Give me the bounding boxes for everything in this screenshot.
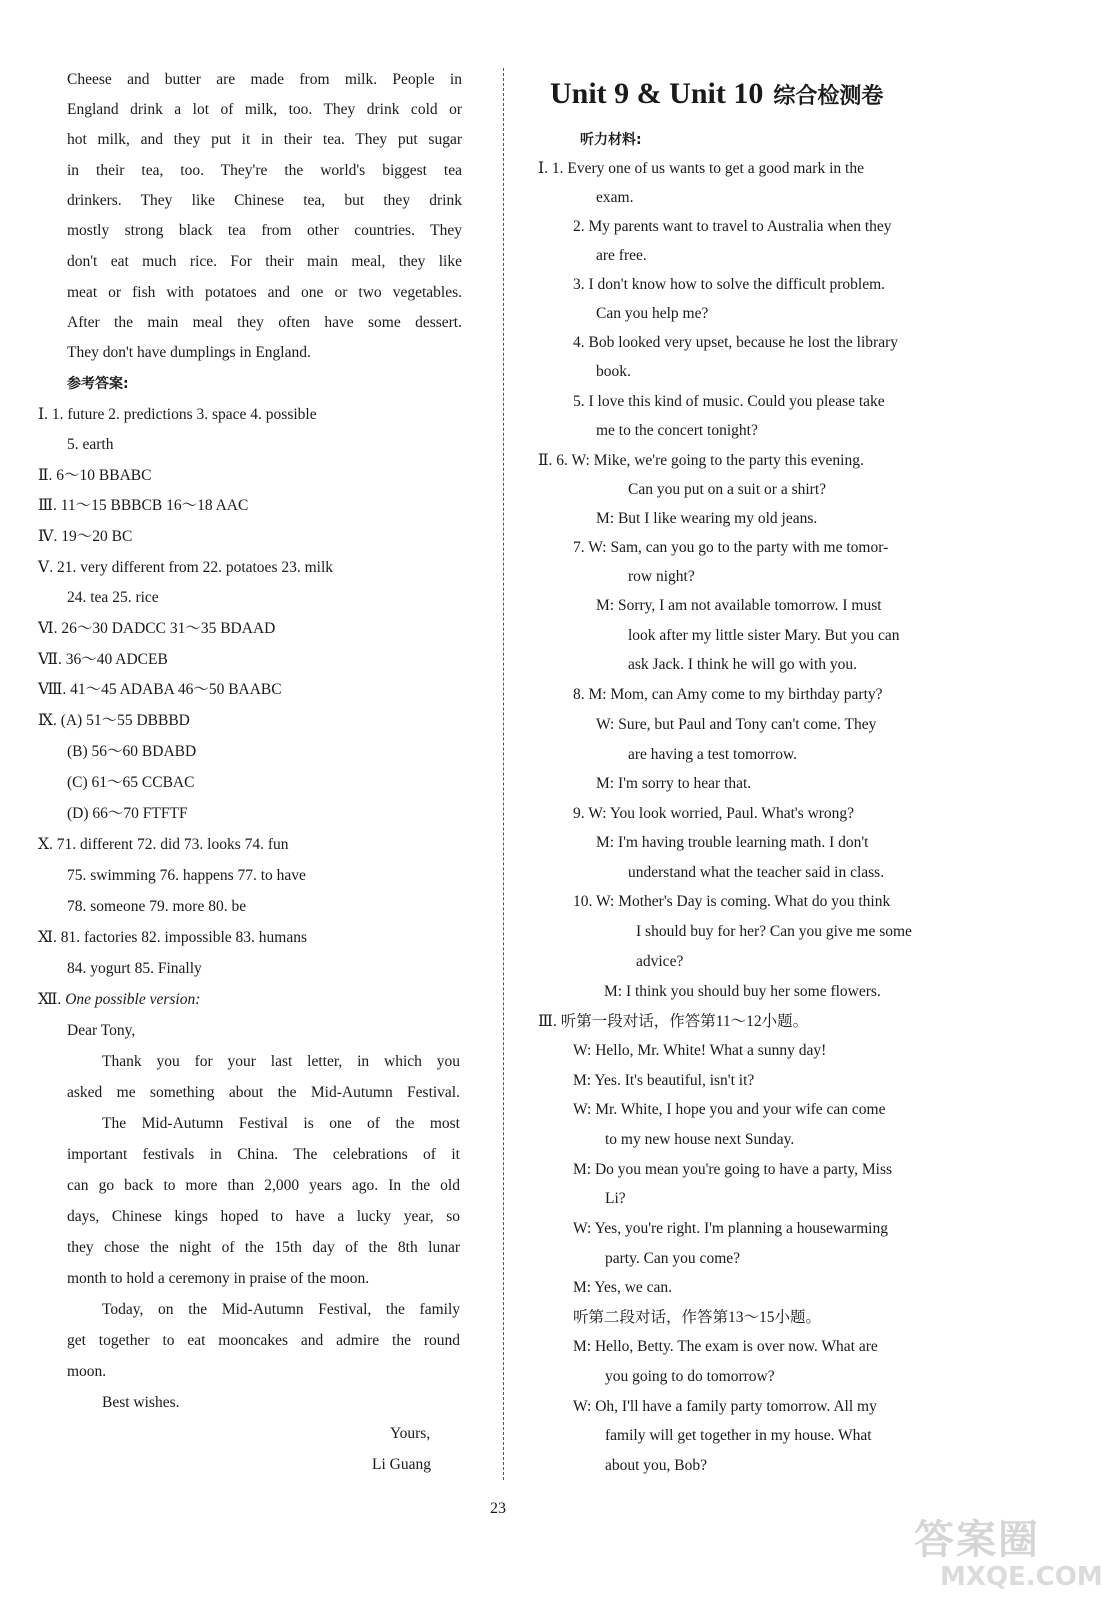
answer-line: (D) 66～70 FTFTF: [67, 805, 188, 822]
answer-line: Ⅶ. 36～40 ADCEB: [38, 651, 168, 668]
essay-line: moon.: [67, 1363, 107, 1380]
listening-line: are having a test tomorrow.: [628, 746, 798, 763]
essay-line: they chose the night of the 15th day of the 8th lunar: [67, 1239, 460, 1256]
listening-line: M: I'm sorry to hear that.: [596, 775, 752, 792]
listening-line: M: Hello, Betty. The exam is over now. What are: [573, 1338, 878, 1355]
listening-line: 4. Bob looked very upset, because he lost the library: [573, 334, 898, 351]
answer-line: Ⅳ. 19～20 BC: [38, 528, 133, 545]
listening-line: understand what the teacher said in class.: [628, 864, 885, 881]
listening-line: ask Jack. I think he will go with you.: [628, 656, 858, 673]
listening-line: M: I'm having trouble learning math. I don't: [596, 834, 869, 851]
essay-signature: Li Guang: [372, 1456, 431, 1473]
listening-line: are free.: [596, 247, 647, 264]
listening-line: Ⅰ. 1. Every one of us wants to get a good mark in the: [538, 160, 864, 177]
essay-line: The Mid-Autumn Festival is one of the most: [102, 1115, 460, 1132]
title-en: Unit 9 & Unit 10: [550, 77, 764, 110]
listening-line: family will get together in my house. What: [605, 1427, 872, 1444]
essay-line: Today, on the Mid-Autumn Festival, the family: [102, 1301, 460, 1318]
essay-line: can go back to more than 2,000 years ago. In the old: [67, 1177, 460, 1194]
answer-line: Ⅵ. 26～30 DADCC 31～35 BDAAD: [38, 620, 276, 637]
listening-line: about you, Bob?: [605, 1457, 708, 1474]
text-line: After the main meal they often have some dessert.: [67, 314, 462, 331]
listening-line: advice?: [636, 953, 684, 970]
essay-line: asked me something about the Mid-Autumn Festival.: [67, 1084, 460, 1101]
answer-line: 84. yogurt 85. Finally: [67, 960, 202, 977]
essay-label: [38, 990, 200, 1010]
watermark-url: MXQE.COM: [940, 1562, 1103, 1592]
essay-line: Best wishes.: [102, 1394, 180, 1411]
listening-line: you going to do tomorrow?: [605, 1368, 775, 1385]
listening-line: Can you help me?: [596, 305, 709, 322]
answer-line: Ⅸ. (A) 51～55 DBBBD: [38, 712, 190, 729]
listening-line: M: But I like wearing my old jeans.: [596, 510, 818, 527]
listening-line: Ⅲ. 听第一段对话，作答第11～12小题。: [538, 1013, 809, 1030]
answer-line: (B) 56～60 BDABD: [67, 743, 197, 760]
listening-line: party. Can you come?: [605, 1250, 741, 1267]
answers-header: 参考答案:: [67, 376, 129, 392]
listening-line: W: Hello, Mr. White! What a sunny day!: [573, 1042, 827, 1059]
answer-line: Ⅱ. 6～10 BBABC: [38, 467, 152, 484]
text-line: meat or fish with potatoes and one or two vegetables.: [67, 284, 462, 301]
essay-line: month to hold a ceremony in praise of the moon.: [67, 1270, 370, 1287]
essay-closing: Yours,: [390, 1425, 431, 1442]
text-line: hot milk, and they put it in their tea. They put sugar: [67, 131, 462, 148]
text-line: England drink a lot of milk, too. They drink cold or: [67, 101, 462, 118]
essay-line: Thank you for your last letter, in which you: [102, 1053, 460, 1070]
answer-line: Ⅲ. 11～15 BBBCB 16～18 AAC: [38, 497, 249, 514]
listening-line: M: Yes, we can.: [573, 1279, 673, 1296]
listening-line: 9. W: You look worried, Paul. What's wrong?: [573, 805, 855, 822]
listening-line: I should buy for her? Can you give me some: [636, 923, 912, 940]
listening-line: 听第二段对话，作答第13～15小题。: [573, 1309, 822, 1326]
listening-line: row night?: [628, 568, 695, 585]
text-line: drinkers. They like Chinese tea, but they drink: [67, 192, 462, 209]
listening-line: 8. M: Mom, can Amy come to my birthday party?: [573, 686, 883, 703]
answer-line: Ⅰ. 1. future 2. predictions 3. space 4. possible: [38, 406, 317, 423]
essay-label-num: Ⅻ.: [38, 991, 62, 1008]
listening-line: 3. I don't know how to solve the difficult problem.: [573, 276, 886, 293]
listening-header: 听力材料:: [580, 132, 642, 148]
text-line: They don't have dumplings in England.: [67, 344, 311, 361]
answer-line: Ⅺ. 81. factories 82. impossible 83. humans: [38, 929, 308, 946]
listening-line: M: Sorry, I am not available tomorrow. I must: [596, 597, 882, 614]
listening-line: Li?: [605, 1190, 626, 1207]
listening-line: look after my little sister Mary. But you can: [628, 627, 900, 644]
listening-line: exam.: [596, 189, 634, 206]
listening-line: 5. I love this kind of music. Could you please take: [573, 393, 885, 410]
column-divider: [503, 68, 504, 1480]
listening-line: to my new house next Sunday.: [605, 1131, 795, 1148]
listening-line: W: Oh, I'll have a family party tomorrow. All my: [573, 1398, 877, 1415]
text-line: mostly strong black tea from other countries. They: [67, 222, 462, 239]
essay-line: important festivals in China. The celebrations of it: [67, 1146, 460, 1163]
answer-line: 5. earth: [67, 436, 114, 453]
answer-line: (C) 61～65 CCBAC: [67, 774, 195, 791]
answer-line: Ⅹ. 71. different 72. did 73. looks 74. fun: [38, 836, 289, 853]
page-title: [550, 76, 883, 115]
listening-line: M: I think you should buy her some flowers.: [604, 983, 881, 1000]
text-line: don't eat much rice. For their main meal, they like: [67, 253, 462, 270]
listening-line: Can you put on a suit or a shirt?: [628, 481, 827, 498]
listening-line: 10. W: Mother's Day is coming. What do you think: [573, 893, 891, 910]
watermark-text: 答案圈: [914, 1517, 1040, 1563]
text-line: Cheese and butter are made from milk. People in: [67, 71, 462, 88]
listening-line: M: Yes. It's beautiful, isn't it?: [573, 1072, 755, 1089]
watermark-logo: [900, 1508, 1103, 1598]
listening-line: W: Mr. White, I hope you and your wife can come: [573, 1101, 886, 1118]
answer-line: 24. tea 25. rice: [67, 589, 159, 606]
listening-line: 2. My parents want to travel to Australia when they: [573, 218, 892, 235]
listening-line: M: Do you mean you're going to have a party, Miss: [573, 1161, 893, 1178]
answer-line: Ⅷ. 41～45 ADABA 46～50 BAABC: [38, 681, 282, 698]
essay-label-text: One possible version:: [65, 991, 201, 1008]
page-number: 23: [490, 1500, 506, 1517]
essay-line: days, Chinese kings hoped to have a lucky year, so: [67, 1208, 460, 1225]
listening-line: W: Sure, but Paul and Tony can't come. They: [596, 716, 877, 733]
listening-line: 7. W: Sam, can you go to the party with me tomor-: [573, 539, 889, 556]
answer-line: 75. swimming 76. happens 77. to have: [67, 867, 306, 884]
essay-line: Dear Tony,: [67, 1022, 136, 1039]
title-cn: 综合检测卷: [773, 84, 884, 109]
listening-line: book.: [596, 363, 631, 380]
answer-line: 78. someone 79. more 80. be: [67, 898, 247, 915]
listening-line: Ⅱ. 6. W: Mike, we're going to the party this evening.: [538, 452, 864, 469]
answer-line: Ⅴ. 21. very different from 22. potatoes 23. milk: [38, 559, 334, 576]
listening-line: W: Yes, you're right. I'm planning a housewarming: [573, 1220, 888, 1237]
listening-line: me to the concert tonight?: [596, 422, 758, 439]
text-line: in their tea, too. They're the world's biggest tea: [67, 162, 462, 179]
essay-line: get together to eat mooncakes and admire the round: [67, 1332, 460, 1349]
